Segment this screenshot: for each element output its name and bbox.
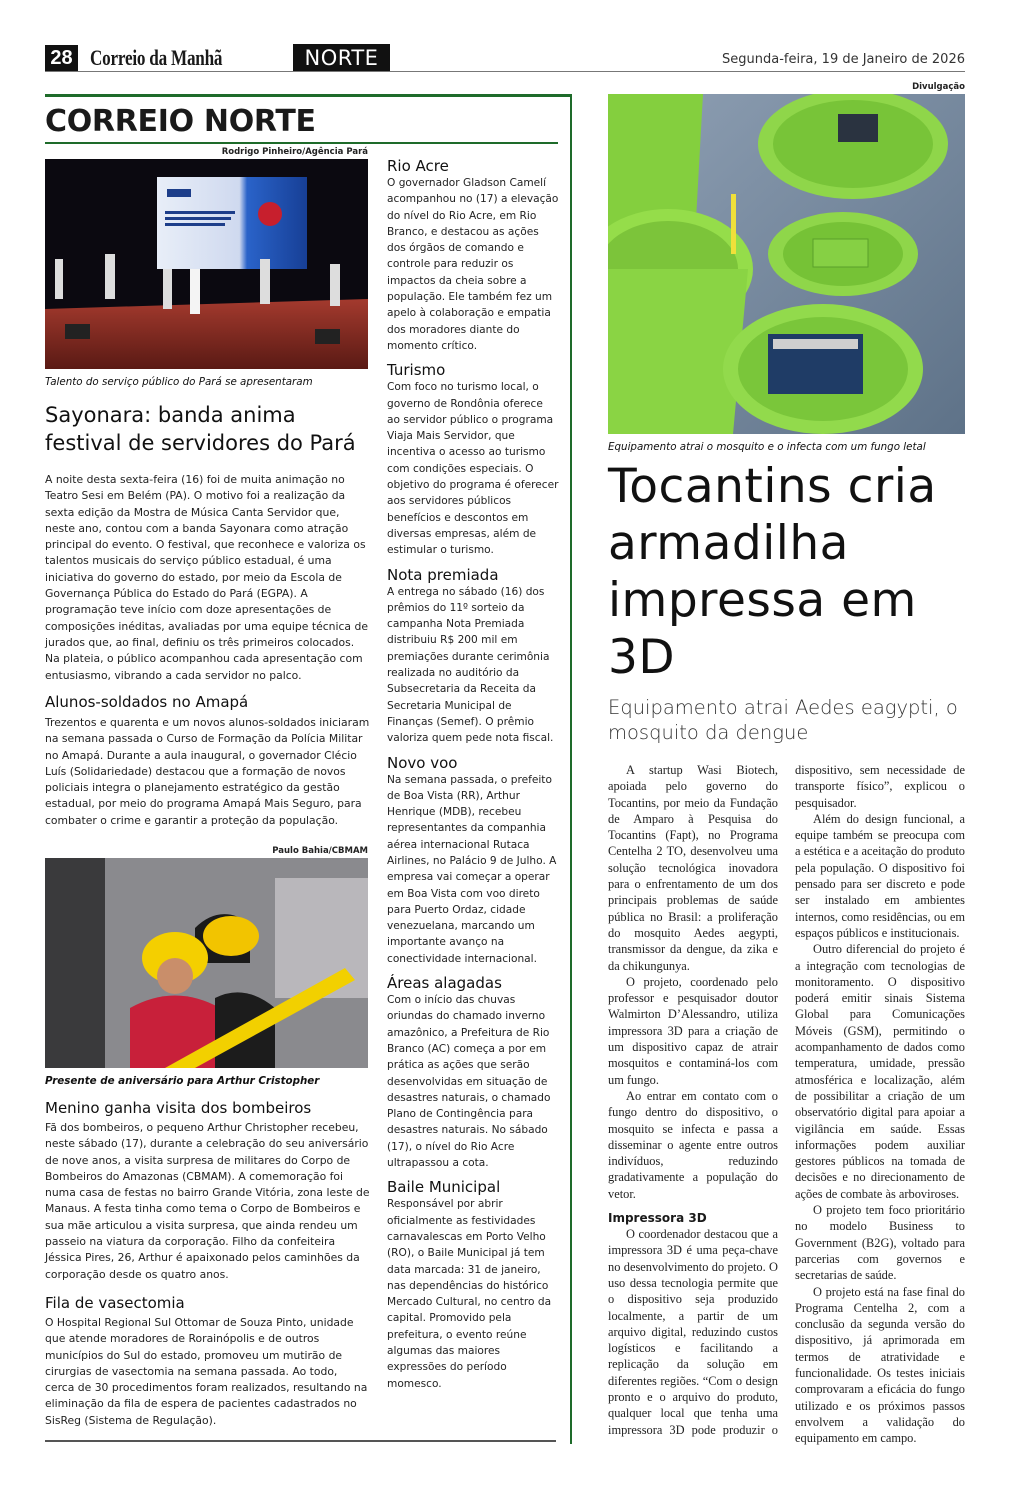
box-right-border (570, 94, 572, 1444)
box-top-border (45, 94, 572, 97)
brief-body: Na semana passada, o prefeito de Boa Vista (RR), Arthur Henrique (MDB), recebeu representantes da companhia aérea internacional Rutaca Airlines, no Palácio 9 de Julho. A empresa vai começar a operar em Boa Vista com voo direto para Puerto Ordaz, cidade venezuelana, marcando um importante avanço na conectividade internacional. (387, 773, 557, 965)
article-body (608, 762, 965, 1452)
brief-body: Com o início das chuvas oriundas do chamado inverno amazônico, a Prefeitura de Rio Branco (AC) começa a por em prática as ações que serão desenvolvidas em situação de desastres naturais, o chamado Plano de Contingência para desastres naturais. No sábado (17), o nível do Rio Acre ultrapassou a cota. (387, 994, 551, 1170)
photo-caption: Presente de aniversário para Arthur Cristopher (45, 1075, 320, 1087)
article-paragraph: O projeto está na fase final do Programa Centelha 2, com a conclusão da segunda versão do dispositivo, já aprimorada em termos de atratividade e funcionalidade. Os testes iniciais comprovaram a eficácia do fungo utilizado e os próximos passos envolvem a validação do equipamento em campo. (795, 1284, 965, 1446)
brief-heading: Áreas alagadas (387, 974, 502, 993)
menino-body: Fã dos bombeiros, o pequeno Arthur Christopher recebeu, neste sábado (17), durante a celebração do seu aniversário de nove anos, a visita surpresa de militares do Corpo de Bombeiros do Amazonas (CBMAM). A comemoração foi numa casa de festas no bairro Grande Vitória, zona leste de Manaus. A festa tinha como tema o Corpo de Bombeiros e sua mãe articulou a visita surpresa, que ainda rendeu um passeio na viatura da corporação. Filho da confeiteira Jéssica Pires, 26, Arthur é apaixonado pelos caminhões da corporação desde os quatro anos. (45, 1121, 370, 1281)
photo-caption: Equipamento atrai o mosquito e o infecta com um fungo letal (608, 441, 926, 453)
brief-body: O governador Gladson Camelí acompanhou no (17) a elevação do nível do Rio Acre, em Rio Branco, e destacou as ações dos órgãos de comando e controle para reduzir os impactos da cheia sobre a população. Ele também fez um apelo à colaboração e empatia dos moradores diante do momento crítico. (387, 177, 559, 352)
alunos-heading: Alunos-soldados no Amapá (45, 693, 249, 711)
article-paragraph: Outro diferencial do projeto é a integração com tecnologias de monitoramento. O dispositivo poderá emitir sinais Sistema Global para Comunicações Móveis (GSM), permitindo o acompanhamento de dados como temperatura, umidade, pressão atmosférica e localização, além de possibilitar a criação de um observatório digital para apoiar a vigilância em saúde. Essas informações podem auxiliar gestores públicos na tomada de decisões e no direcionamento de ações de combate às arboviroses. (795, 942, 965, 1201)
brief-body: Responsável por abrir oficialmente as festividades carnavalescas em Porto Velho (RO), o Baile Municipal já tem data marcada: 31 de janeiro, nas dependências do histórico Mercado Cultural, no centro da capital. Promovido pela prefeitura, o evento reúne algumas das maiores expressões do período momesco. (387, 1198, 552, 1390)
article-paragraph: O projeto, coordenado pelo professor e pesquisador doutor Walmirton D’Alessandro, utiliza impressora 3D para a criação de um dispositivo capaz de atrair mosquitos e contaminá-los com um fungo. (608, 974, 778, 1087)
brief-heading: Nota premiada (387, 565, 499, 584)
alunos-body: Trezentos e quarenta e um novos alunos-soldados iniciaram na semana passada o Curso de Formação da Polícia Militar no Amapá. Durante a aula inaugural, o governador Clécio Luís (Solidariedade) destacou que a formação de novos policiais integra o planejamento estratégico da gestão estadual, por meio do programa Amapá Mais Seguro, para combater o crime e garantir a proteção da população. (45, 716, 370, 827)
article-paragraph: O coordenador destacou que a impressora 3D é uma peça-chave no desenvolvimento do projeto. O uso dessa tecnologia permite que o dispositivo seja produzido localmente, a partir de um arquivo digital, reduzindo custos logísticos e facilitando a replicação da solução em diferentes regiões. “Com o design pronto e o arquivo do produto, qualquer local que tenha uma impressora 3D pode produzir o dispositivo, sem necessidade de transporte físico”, explicou o pesquisador. (608, 763, 965, 1437)
photo-caption: Talento do serviço público do Pará se apresentaram (45, 376, 313, 388)
page-number: 28 (45, 45, 78, 71)
photo-credit: Divulgação (912, 82, 965, 92)
brief-heading: Rio Acre (387, 157, 449, 175)
issue-date: Segunda-feira, 19 de Janeiro de 2026 (722, 52, 965, 67)
section-label: NORTE (293, 44, 390, 71)
stage-photo (45, 159, 368, 369)
lead-headline: Sayonara: banda anima festival de servidores do Pará (45, 403, 356, 455)
newspaper-name: Correio da Manhã (90, 45, 223, 70)
brief-heading: Turismo (387, 361, 446, 380)
header-divider (45, 71, 965, 72)
article-paragraph: Além do design funcional, a equipe também se preocupa com a estética e a aceitação do produto pela população. O dispositivo foi pensado para ser discreto e pode ser instalado em ambientes internos, como residências, ou em espaços públicos e institucionais. (795, 811, 965, 940)
photo-credit: Rodrigo Pinheiro/Agência Pará (221, 147, 368, 157)
box-bottom-border (45, 1440, 556, 1442)
brief-body: A entrega no sábado (16) dos prêmios do 11º sorteio da campanha Nota Premiada distribuiu R$ 200 mil em premiações durante cerimônia realizada no auditório da Subsecretaria da Receita da Secretaria Municipal de Finanças (Semef). O prêmio valoriza quem pede nota fiscal. (387, 585, 554, 745)
menino-heading: Menino ganha visita dos bombeiros (45, 1099, 312, 1117)
article-deck: Equipamento atrai Aedes eagypti, o mosquito da dengue (608, 696, 958, 744)
article-headline: Tocantins cria armadilha impressa em 3D (608, 459, 937, 685)
trap-photo (608, 94, 965, 434)
title-underline (45, 142, 558, 144)
vasectomia-heading: Fila de vasectomia (45, 1294, 185, 1312)
brief-body: Com foco no turismo local, o governo de Rondônia oferece ao servidor público o programa Viaja Mais Servidor, que incentiva o acesso ao turismo com condições especiais. O objetivo do programa é oferecer aos servidores públicos benefícios e descontos em diversas empresas, além de estimular o turismo. (387, 381, 559, 557)
briefs-column (387, 150, 559, 1392)
firefighter-photo (45, 858, 368, 1068)
brief-heading: Novo voo (387, 753, 458, 772)
lead-body: A noite desta sexta-feira (16) foi de muita animação no Teatro Sesi em Belém (PA). O motivo foi a realização da sexta edição da Mostra de Música Canta Servidor que, neste ano, contou com a banda Sayonara como atração principal do evento. O festival, que reconhece e valoriza os talentos musicais do serviço público estadual, é uma iniciativa do governo do estado, por meio da Escola de Governança Pública do Estado do Pará (EGPA). A programação teve início com doze apresentações de composições inéditas, avaliadas por uma equipe técnica de jurados que, ao final, definiu os três primeiros colocados. Na plateia, o público acompanhou cada apresentação com entusiasmo, vibrando a cada servidor no palco. (45, 473, 368, 682)
photo-credit: Paulo Bahia/CBMAM (272, 846, 368, 856)
article-paragraph: Ao entrar em contato com o fungo dentro do dispositivo, o mosquito se infecta e passa a disseminar o agente entre outros indivíduos, reduzindo gradativamente a população do vetor. (608, 1088, 778, 1201)
brief-heading: Baile Municipal (387, 1178, 501, 1197)
vasectomia-body: O Hospital Regional Sul Ottomar de Souza Pinto, unidade que atende moradores de Rorainópolis e de outros municípios do Sul do estado, promoveu um mutirão de cirurgias de vasectomia na semana passada. Ao todo, cerca de 30 procedimentos foram realizados, resultando na eliminação da fila de espera de pacientes cadastrados no SisReg (Sistema de Regulação). (45, 1316, 368, 1427)
article-paragraph: O projeto tem foco prioritário no modelo Business to Government (B2G), voltado para parcerias com governos e secretarias de saúde. (795, 1203, 965, 1283)
box-title: CORREIO NORTE (45, 104, 316, 139)
article-subheading: Impressora 3D (608, 1211, 707, 1226)
article-paragraph: A startup Wasi Biotech, apoiada pelo governo do Tocantins, por meio da Fundação de Amparo à Pesquisa do Tocantins (Fapt), no Programa Centelha 2 TO, desenvolveu uma solução tecnológica inovadora para o enfrentamento de um dos principais problemas de saúde pública no Brasil: a proliferação do mosquito Aedes aegypti, transmissor da dengue, da zika e da chikungunya. (608, 763, 778, 973)
